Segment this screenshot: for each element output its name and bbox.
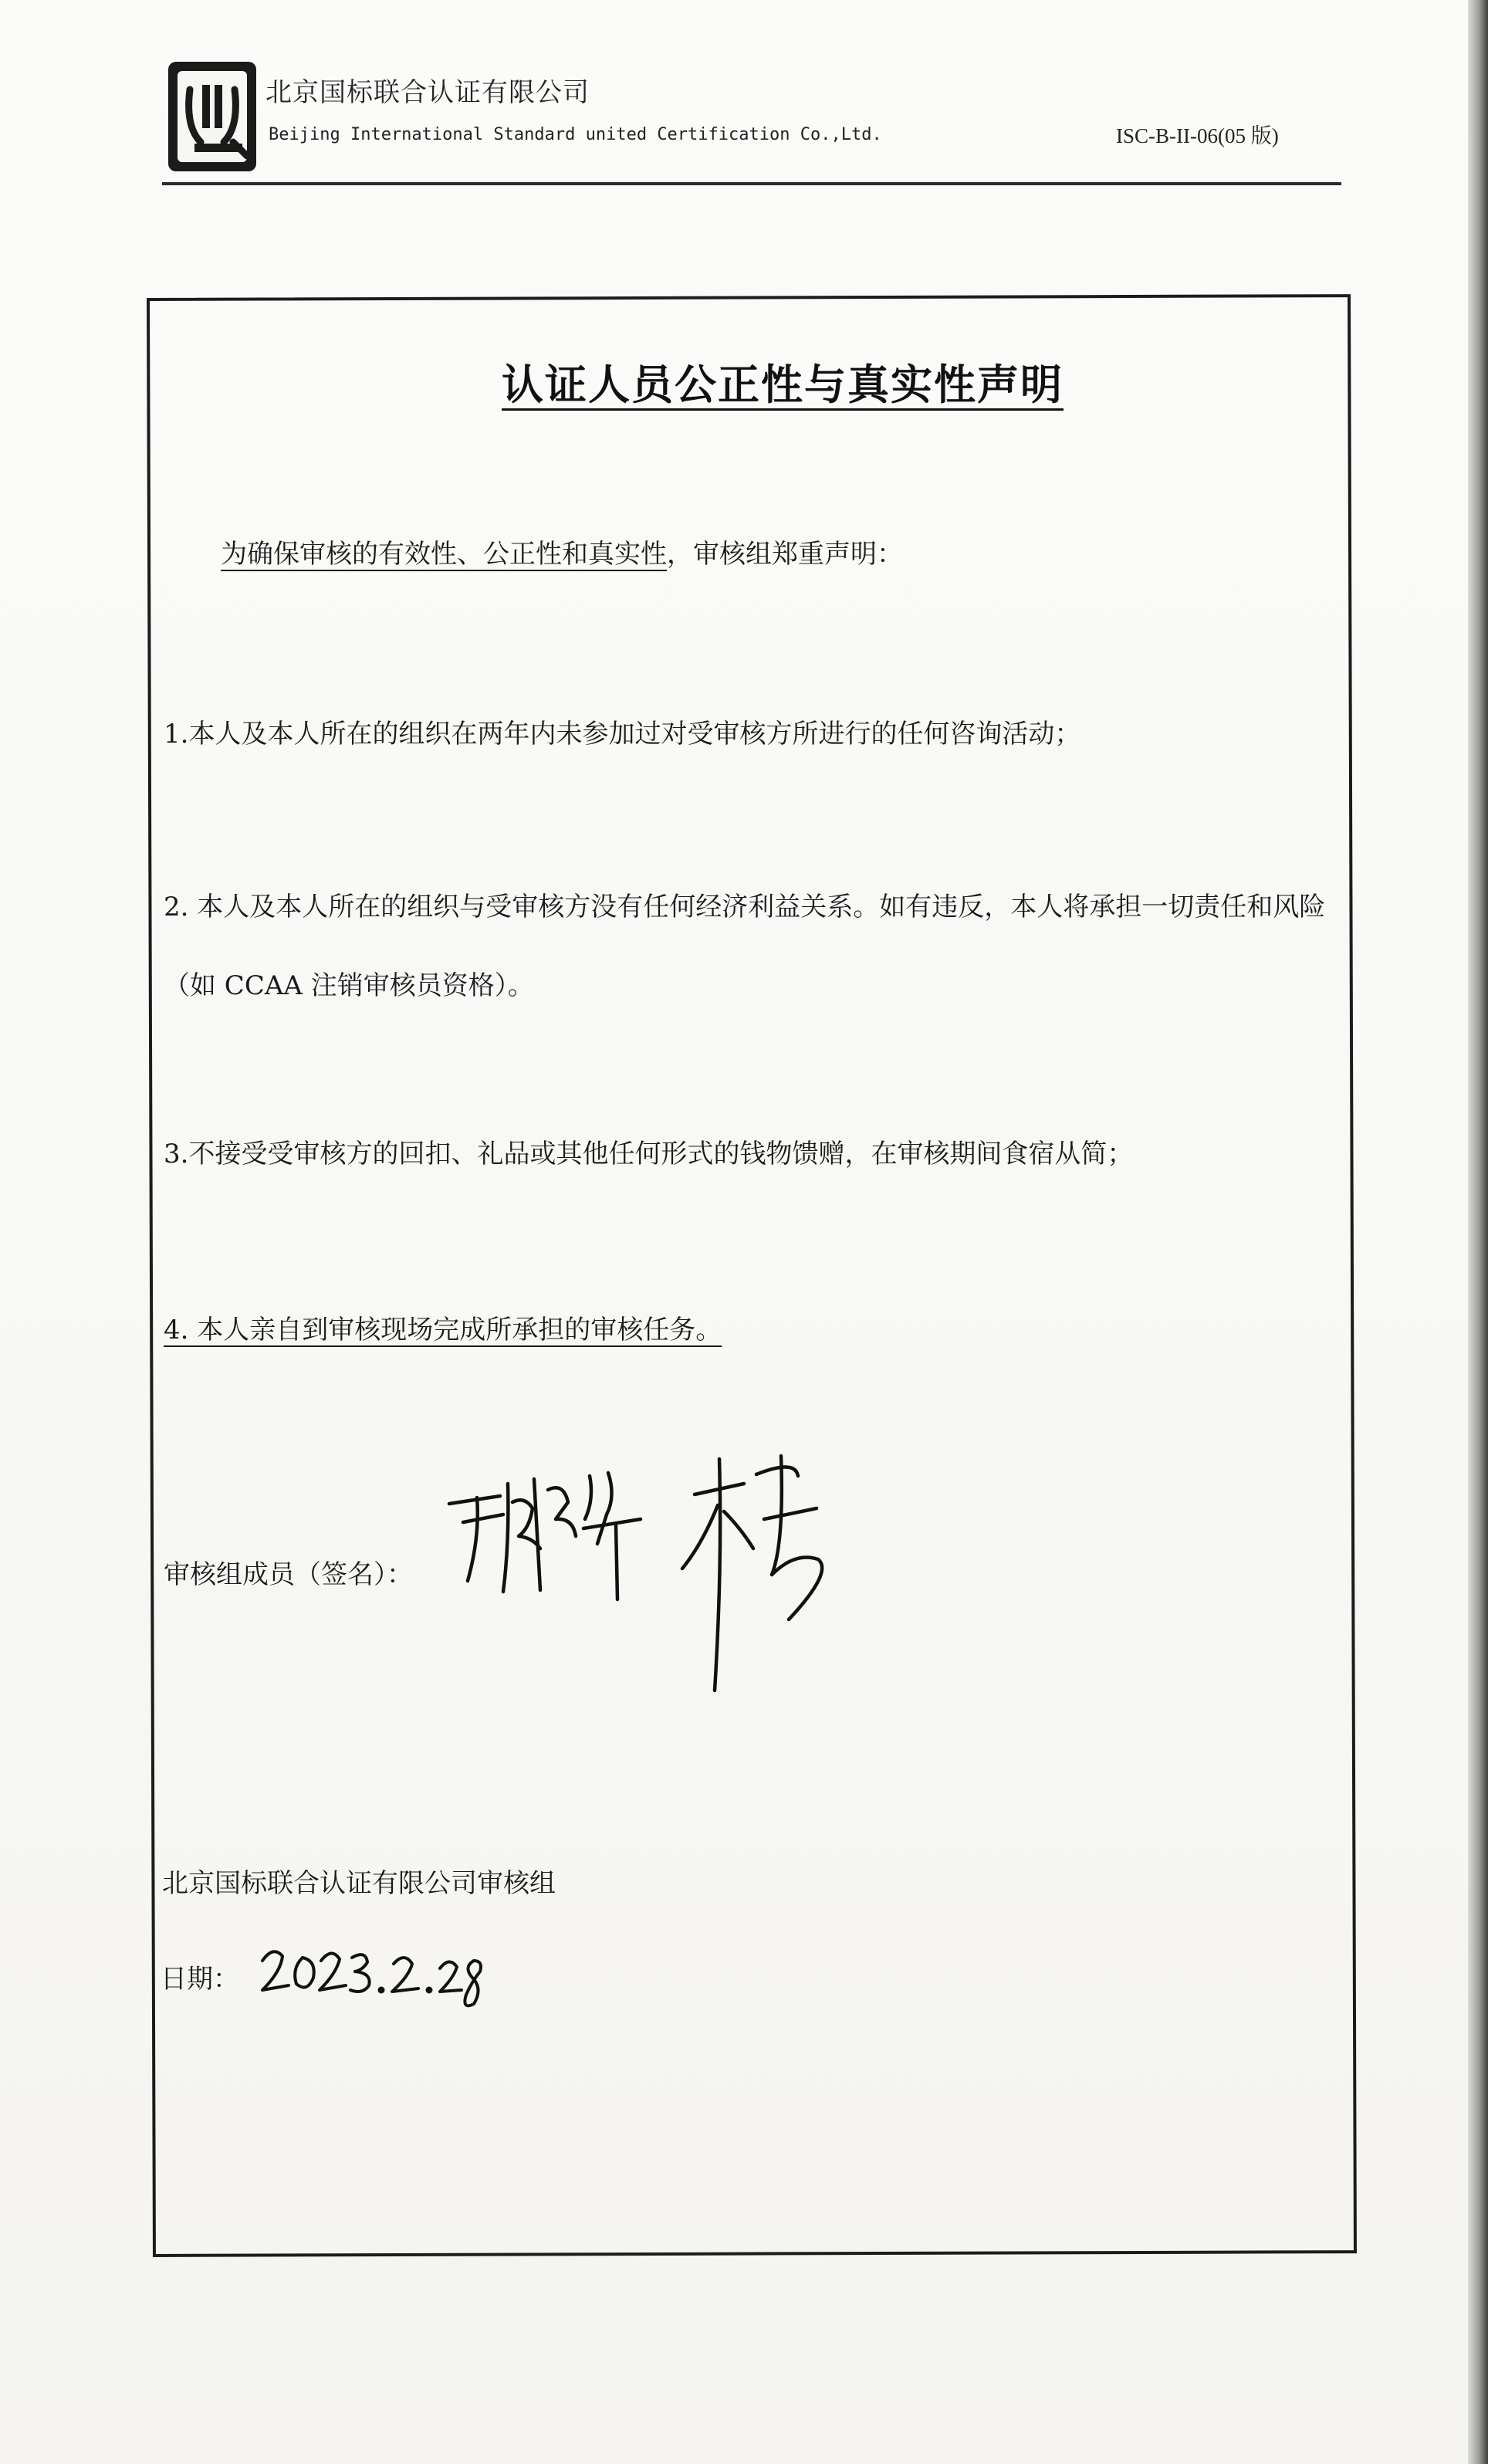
clause-2: 2. 本人及本人所在的组织与受审核方没有任何经济利益关系。如有违反，本人将承担一切责任和风险（如 CCAA 注销审核员资格）。 (164, 892, 1326, 1001)
company-logo (167, 60, 258, 173)
handwritten-signatures (432, 1428, 926, 1721)
date-label: 日期： (161, 1964, 239, 1995)
company-name-cn: 北京国标联合认证有限公司 (265, 77, 590, 108)
intro-statement (221, 533, 903, 570)
intro-rest-text: ，审核组郑重声明： (667, 539, 903, 570)
handwritten-date (255, 1930, 486, 2030)
clause-4-text: 4. 本人亲自到审核现场完成所承担的审核任务。 (164, 1315, 722, 1345)
clause-3: 3.不接受受审核方的回扣、礼品或其他任何形式的钱物馈赠，在审核期间食宿从简； (164, 1139, 1134, 1169)
page-edge-shadow (1468, 0, 1488, 2464)
document-code: ISC-B-II-06(05 版) (1116, 124, 1279, 147)
header-divider (162, 182, 1341, 185)
company-name-en: Beijing International Standard united Certification Co.,Ltd. (269, 125, 882, 144)
audit-team-org: 北京国标联合认证有限公司审核组 (162, 1868, 556, 1899)
clause-1: 1.本人及本人所在的组织在两年内未参加过对受审核方所进行的任何咨询活动； (164, 719, 1081, 750)
form-title: 认证人员公正性与真实性声明 (502, 360, 1064, 409)
signature-label: 审核组成员（签名）： (164, 1559, 413, 1590)
clause-4 (164, 1291, 1329, 1369)
intro-underlined-text: 为确保审核的有效性、公正性和真实性 (221, 539, 667, 570)
